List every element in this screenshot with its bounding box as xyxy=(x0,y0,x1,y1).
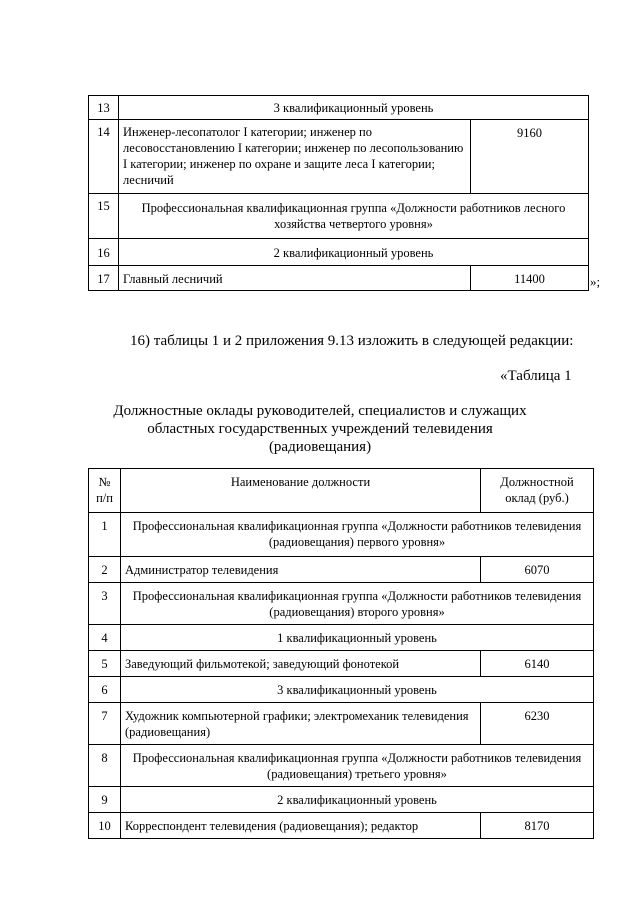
table-row xyxy=(89,557,594,583)
level-heading: 3 квалификационный уровень xyxy=(119,96,589,120)
level-heading: 1 квалификационный уровень xyxy=(121,625,594,651)
row-number: 16 xyxy=(89,239,119,266)
row-number: 9 xyxy=(89,787,121,813)
row-number: 14 xyxy=(89,120,119,194)
salary-value: 6230 xyxy=(481,703,594,745)
row-number: 4 xyxy=(89,625,121,651)
header-name: Наименование должности xyxy=(121,469,481,513)
table-row xyxy=(89,677,594,703)
table-row xyxy=(89,194,589,239)
group-heading: Профессиональная квалификационная группа «Должности работников телевидения (радиовещания) второго уровня» xyxy=(121,583,594,625)
position-name: Инженер-лесопатолог I категории; инженер по лесовосстановлению I категории; инженер по лесопользованию I категории; инженер по охране и защите леса I категории; лесничий xyxy=(119,120,471,194)
salary-value: 9160 xyxy=(471,120,589,194)
row-number: 13 xyxy=(89,96,119,120)
table-row xyxy=(89,787,594,813)
group-heading: Профессиональная квалификационная группа «Должности работников телевидения (радиовещания) третьего уровня» xyxy=(121,745,594,787)
header-number: № п/п xyxy=(89,469,121,513)
amendment-instruction: 16) таблицы 1 и 2 приложения 9.13 изложить в следующей редакции: xyxy=(130,333,574,349)
table-row xyxy=(89,703,594,745)
row-number: 6 xyxy=(89,677,121,703)
row-number: 3 xyxy=(89,583,121,625)
row-number: 8 xyxy=(89,745,121,787)
table-row xyxy=(89,513,594,557)
row-number: 1 xyxy=(89,513,121,557)
table-row xyxy=(89,120,589,194)
table-row xyxy=(89,96,589,120)
salary-value: 6070 xyxy=(481,557,594,583)
row-number: 17 xyxy=(89,266,119,291)
table-label: «Таблица 1 xyxy=(500,368,572,384)
table-row xyxy=(89,625,594,651)
table-row xyxy=(89,266,589,291)
table-heading xyxy=(0,402,640,456)
heading-line: областных государственных учреждений телевидения xyxy=(147,421,493,437)
position-name: Корреспондент телевидения (радиовещания); редактор xyxy=(121,813,481,839)
table-row xyxy=(89,583,594,625)
heading-line: Должностные оклады руководителей, специалистов и служащих xyxy=(113,403,527,419)
position-name: Заведующий фильмотекой; заведующий фонотекой xyxy=(121,651,481,677)
table-row xyxy=(89,239,589,266)
row-number: 15 xyxy=(89,194,119,239)
position-name: Художник компьютерной графики; электромеханик телевидения (радиовещания) xyxy=(121,703,481,745)
position-name: Главный лесничий xyxy=(119,266,471,291)
level-heading: 2 квалификационный уровень xyxy=(121,787,594,813)
salary-table-top xyxy=(88,95,589,291)
table-row xyxy=(89,745,594,787)
salary-table-main xyxy=(88,468,594,839)
group-heading: Профессиональная квалификационная группа «Должности работников лесного хозяйства четвертого уровня» xyxy=(119,194,589,239)
row-number: 2 xyxy=(89,557,121,583)
row-number: 5 xyxy=(89,651,121,677)
salary-value: 6140 xyxy=(481,651,594,677)
row-number: 7 xyxy=(89,703,121,745)
position-name: Администратор телевидения xyxy=(121,557,481,583)
level-heading: 3 квалификационный уровень xyxy=(121,677,594,703)
closing-quote: »; xyxy=(590,274,601,289)
table-header-row xyxy=(89,469,594,513)
heading-line: (радиовещания) xyxy=(268,439,372,455)
level-heading: 2 квалификационный уровень xyxy=(119,239,589,266)
header-salary: Должностной оклад (руб.) xyxy=(481,469,594,513)
table-row xyxy=(89,651,594,677)
group-heading: Профессиональная квалификационная группа «Должности работников телевидения (радиовещания) первого уровня» xyxy=(121,513,594,557)
row-number: 10 xyxy=(89,813,121,839)
table-row xyxy=(89,813,594,839)
salary-value: 11400 xyxy=(471,266,589,291)
salary-value: 8170 xyxy=(481,813,594,839)
